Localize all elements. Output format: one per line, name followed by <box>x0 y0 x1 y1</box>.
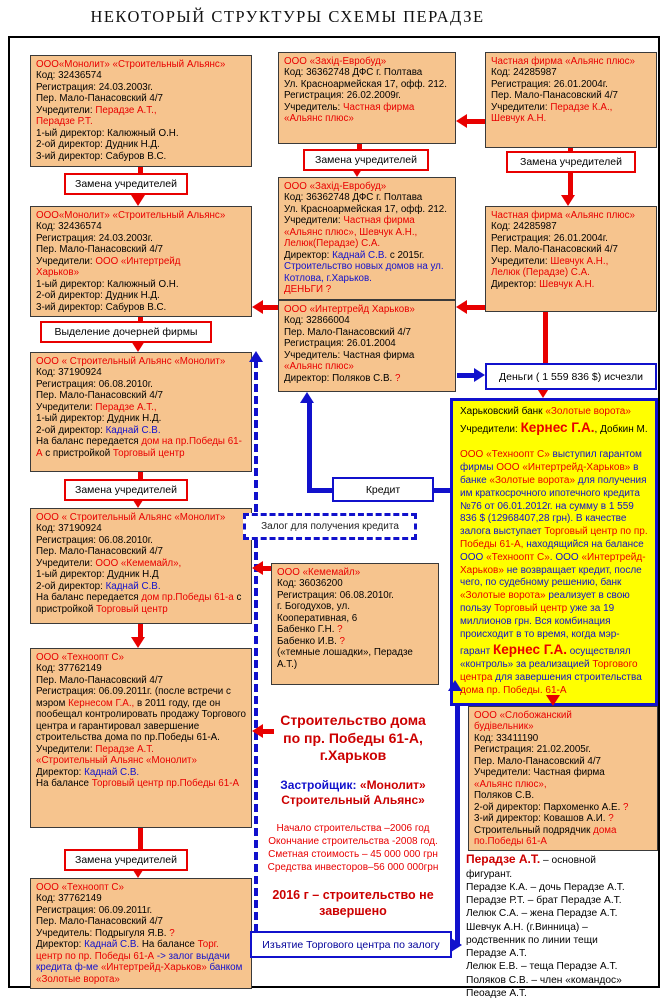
bank-zolotye-vorota-note: Харьковский банк «Золотые ворота» Учредители: Кернес Г.А., Добкин М. ООО «Техноопт С» выступил гарантом фирмы ООО «Интертрейд-Харьков» в банке «Золотые ворота» для получения им краткосрочного ипотечного кредита №76 от 06.01.2012г. на сумму в 1 559 836 $ (12968407,28 грн). В качестве залога выступает Торговый центр по пр. Победы 61-А, находящийся на балансе ООО «Техноопт С». ООО «Интертрейд-Харьков» не возвращает кредит, после чего, по судебному решению, банк «Золотые ворота» реализует в свою пользу Торговый центр уже за 19 миллионов грн. Вся комбинация происходит в то время, когда мэр-гарант Кернес Г.А. осуществлял «контроль» за реализацией Торгового центра для завершения строительства дома пр. Победы. 61-А <box>450 398 658 706</box>
arrowhead-to-l5 <box>252 724 263 738</box>
entity-box-stroitelny-alyans-2: ООО « Строительный Альянс «Монолит» Код: 37190924 Регистрация: 06.08.2010г. Пер. Мало-Панасовский 4/7 Учредители: ООО «Кемемайл», 1-ый директор: Дудник Н.Д 2-ой директор: Каднай С.В. На баланс передается дом пр.Победы 61-а с пристройкой Торговый центр <box>30 508 252 624</box>
arrowhead-m3-to-dengi <box>474 368 485 382</box>
label-zamena-uchreditelei-5: Замена учредителей <box>506 151 636 173</box>
entity-box-alyans-plus-1: Частная фирма «Альянс плюс» Код: 24285987 Регистрация: 26.01.2004г. Пер. Мало-Панасовский 4/7 Учредители: Перадзе К.А., Шевчук А.Н. <box>485 52 657 148</box>
label-izyatie-torgovogo-centra: Изъятие Торгового центра по залогу <box>250 931 452 958</box>
arrowhead-r1-to-m1 <box>456 114 467 128</box>
entity-box-monolit-1: ООО«Монолит» «Строительный Альянс» Код: 32436574 Регистрация: 24.03.2003г. Пер. Мало-Панасовский 4/7 Учредители: Перадзе А.Т., Перадзе Р.Т. 1-ый директор: Калюжный О.Н. 2-ой директор: Дудник Н.Д. 3-ий директор: Сабуров В.С. <box>30 55 252 167</box>
arrow-r2-to-m3 <box>467 305 485 310</box>
arrow-r1-to-m1 <box>467 119 485 124</box>
label-zalog: Залог для получения кредита <box>243 513 417 540</box>
arrow-m3-to-l2 <box>263 305 278 310</box>
entity-box-zahid-evrobud-2: ООО «Захід-Евробуд» Код: 36362748 ДФС г. Полтава Ул. Красноармейская 17, офф. 212. Учредители: Частная фирма «Альянс плюс», Шевчук А.Н., Лелюк(Перадзе) С.А. Директор: Каднай С.В. с 2015г. Строительство новых домов на ул. Котлова, г.Харьков. ДЕНЬГИ ? <box>278 177 456 300</box>
peradze-family-note: Перадзе А.Т. – основной фигурант. Перадзе К.А. – дочь Перадзе А.Т. Перадзе Р.Т. – брат Перадзе А.Т. Лелюк С.А. – жена Перадзе А.Т. Шевчук А.Н. (г.Винница) – родственник по линии тещи Перадзе А.Т. Лелюк Е.В. – теща Перадзе А.Т. Поляков С.В. – член «командос» Пеоадзе А.Т. <box>466 852 625 999</box>
arrow-l4-to-l5 <box>138 624 143 638</box>
entity-box-intertreid-harkov: ООО «Интертрейд Харьков» Код: 32866004 Пер. Мало-Панасовский 4/7 Регистрация: 26.01.2004 Учредитель: Частная фирма «Альянс плюс» Директор: Поляков С.В. ? <box>278 300 456 392</box>
entity-box-alyans-plus-2: Частная фирма «Альянс плюс» Код: 24285987 Регистрация: 26.01.2004г. Пер. Мало-Панасовский 4/7 Учредители: Шевчук А.Н., Лелюк (Перадзе) С.А. Директор: Шевчук А.Н. <box>485 206 657 312</box>
entity-box-slobozhansky: ООО «Слобожанский будівельник» Код: 33411190 Регистрация: 21.02.2005г. Пер. Мало-Панасовский 4/7 Учредители: Частная фирма «Альянс плюс», Поляков С.В. 2-ой директор: Пархоменко А.Е. ? 3-ий директор: Ковашов А.И. ? Строительный подрядчик дома по.Победы 61-А <box>468 706 658 851</box>
arrowhead-bank-to-slobozhansky <box>546 695 560 706</box>
arrowhead-l4-to-l5 <box>131 637 145 648</box>
entity-box-monolit-2: ООО«Монолит» «Строительный Альянс» Код: 32436574 Регистрация: 24.03.2003г. Пер. Мало-Панасовский 4/7 Учредители: ООО «Интертрейд Харьков» 1-ый директор: Калюжный О.Н. 2-ой директор: Дудник Н.Д. 3-ий директор: Сабуров В.С. <box>30 206 252 317</box>
label-kredit: Кредит <box>332 477 434 502</box>
arrowhead-r1-to-r2 <box>561 195 575 206</box>
page-title: НЕКОТОРЫЙ СТРУКТУРЫ СХЕМЫ ПЕРАДЗЕ <box>90 7 485 26</box>
arrow-m4-to-l4 <box>263 566 271 571</box>
arrowhead-l1-to-l2 <box>131 195 145 206</box>
label-dengi-ischezli: Деньги ( 1 559 836 $) исчезли <box>485 363 657 390</box>
label-zamena-uchreditelei-3: Замена учредителей <box>64 849 188 871</box>
entity-box-kememail: ООО «Кемемайл» Код: 36036200 Регистрация: 06.08.2010г. г. Богодухов, ул. Кооперативная, 6 Бабенко Г.Н. ? Бабенко И.В. ? («темные лошадки», Перадзе А.Т.) <box>271 563 439 685</box>
arrowhead-m4-to-l4 <box>252 561 263 575</box>
entity-box-tehnoopt-1: ООО «Техноопт С» Код: 37762149 Пер. Мало-Панасовский 4/7 Регистрация: 06.09.2011г. (после встречи с мэром Кернесом Г.А., в 2011 году, где он пообещал контролировать продажу Торгового центра и гарантировал завершение строительства дома по пр.Победы 61-А. Учредители: Перадзе А.Т. «Строительный Альянс «Монолит» Директор: Каднай С.В. На балансе Торговый центр пр.Победы 61-А <box>30 648 252 828</box>
construction-summary: Строительство дома по пр. Победы 61-А, г.Харьков Застройщик: «Монолит» Строительный Альянс» Начало строительства –2006 год Окончание строительства -2008 год. Сметная стоимость – 45 000 000 грн Средства инвесторов–56 000 000грн 2016 г – строительство не завершено <box>267 712 439 918</box>
entity-box-zahid-evrobud-1: ООО «Захід-Евробуд» Код: 36362748 ДФС г. Полтава Ул. Красноармейская 17, офф. 212. Регистрация: 26.02.2009г. Учредитель: Частная фирма «Альянс плюс» <box>278 52 456 144</box>
entity-box-stroitelny-alyans-1: ООО « Строительный Альянс «Монолит» Код: 37190924 Регистрация: 06.08.2010г. Пер. Мало-Панасовский 4/7 Учредители: Перадзе А.Т., 1-ый директор: Дудник Н.Д. 2-ой директор: Каднай С.В. На баланс передается дом на пр.Победы 61-А с пристройкой Торговый центр <box>30 352 252 472</box>
arrowhead-r2-to-m3 <box>456 300 467 314</box>
arrowhead-kredit-to-m3 <box>300 392 314 403</box>
arrowhead-zalog-up <box>249 351 263 362</box>
arrowhead-m3-to-l2 <box>252 300 263 314</box>
label-zamena-uchreditelei-2: Замена учредителей <box>64 479 188 501</box>
label-vydelenie-dochernei-firmy: Выделение дочерней фирмы <box>40 321 212 343</box>
entity-box-tehnoopt-2: ООО «Техноопт С» Код: 37762149 Регистрация: 06.09.2011г. Пер. Мало-Панасовский 4/7 Учредитель: Подрыгуля Я.В. ? Директор: Каднай С.В. На балансе Торг. центр по пр. Победы 61-А -> залог выдачи кредита ф-ме «Интертрейд-Харьков» банком «Золотые ворота» <box>30 878 252 989</box>
label-zamena-uchreditelei-4: Замена учредителей <box>303 149 429 171</box>
label-zamena-uchreditelei-1: Замена учредителей <box>64 173 188 195</box>
arrow-m3-to-dengi <box>457 373 475 378</box>
arrowhead-izyatie-to-bank <box>448 680 462 691</box>
arrowhead-izyatie-right <box>451 938 462 952</box>
arrow-kredit-vertical <box>307 403 312 493</box>
arrow-izyatie-to-bank <box>455 691 460 945</box>
